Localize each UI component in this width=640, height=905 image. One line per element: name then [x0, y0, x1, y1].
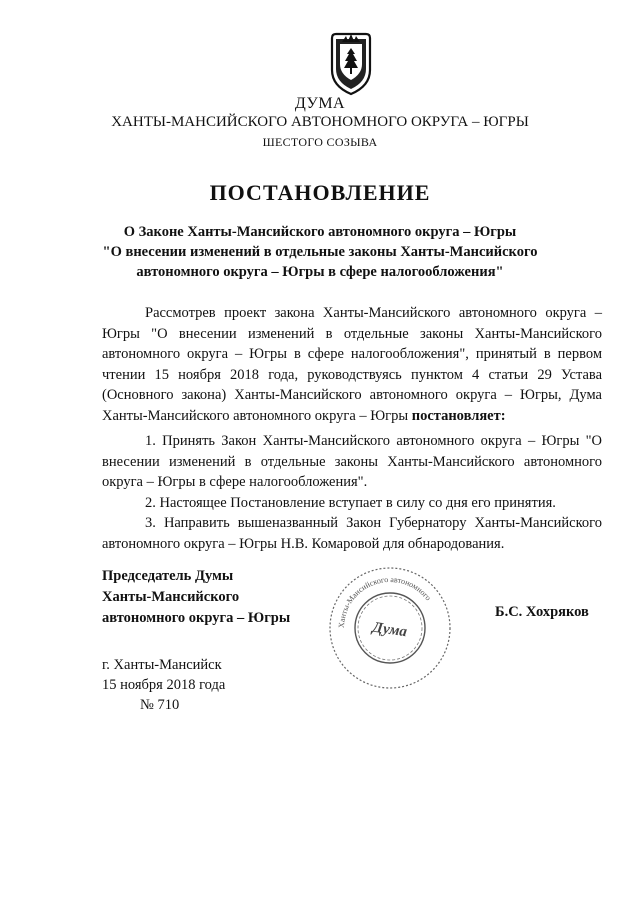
- subject-line: автономного округа – Югры в сфере налогообложения": [136, 264, 504, 280]
- region-name: ХАНТЫ-МАНСИЙСКОГО АВТОНОМНОГО ОКРУГА – ЮГРЫ: [111, 114, 529, 130]
- resolution-item: 3. Направить вышеназванный Закон Губернатору Ханты-Мансийского автономного округа – Югры Н.В. Комаровой для обнародования.: [102, 515, 602, 552]
- preamble: [102, 303, 602, 426]
- resolution-item: 2. Настоящее Постановление вступает в силу со дня его принятия.: [145, 494, 556, 511]
- document-subject: [0, 222, 640, 282]
- date: 15 ноября 2018 года: [102, 677, 226, 693]
- seal-center-text: Дума: [371, 619, 409, 641]
- document-number: № 710: [140, 697, 180, 713]
- city: г. Ханты-Мансийск: [102, 657, 222, 673]
- place-and-date: [102, 655, 225, 715]
- subject-line: "О внесении изменений в отдельные законы Ханты-Мансийского: [102, 244, 538, 260]
- org-name: ДУМА: [294, 95, 346, 112]
- coat-of-arms-icon: [326, 30, 376, 96]
- convocation: ШЕСТОГО СОЗЫВА: [262, 135, 378, 149]
- signatory-position: [102, 566, 290, 629]
- document-title: ПОСТАНОВЛЕНИЕ: [209, 180, 431, 205]
- signatory-name: Б.С. Хохряков: [495, 604, 589, 620]
- seal-ring-text: Ханты-Мансийского автономного: [336, 574, 433, 629]
- position-line: Ханты-Мансийского: [102, 589, 240, 605]
- position-line: Председатель Думы: [102, 568, 234, 584]
- official-seal: [320, 558, 460, 698]
- resolution-items: [102, 431, 602, 554]
- subject-line: О Законе Ханты-Мансийского автономного округа – Югры: [123, 224, 517, 240]
- position-line: автономного округа – Югры: [102, 610, 291, 626]
- resolution-item: 1. Принять Закон Ханты-Мансийского автономного округа – Югры "О внесении изменений в отдельные законы Ханты-Мансийского автономного округа – Югры в сфере налогообложения".: [102, 433, 602, 490]
- preamble-resolves: постановляет:: [411, 407, 506, 424]
- preamble-text: Рассмотрев проект закона Ханты-Мансийского автономного округа – Югры "О внесении изменений в отдельные законы Ханты-Мансийского автономного округа – Югры в сфере налогообложения", принятый в первом чтении 15 ноября 2018 года, руководствуясь пунктом 4 статьи 29 Устава (Основного закона) Ханты-Мансийского автономного округа – Югры, Дума Ханты-Мансийского автономного округа – Югры: [102, 305, 602, 424]
